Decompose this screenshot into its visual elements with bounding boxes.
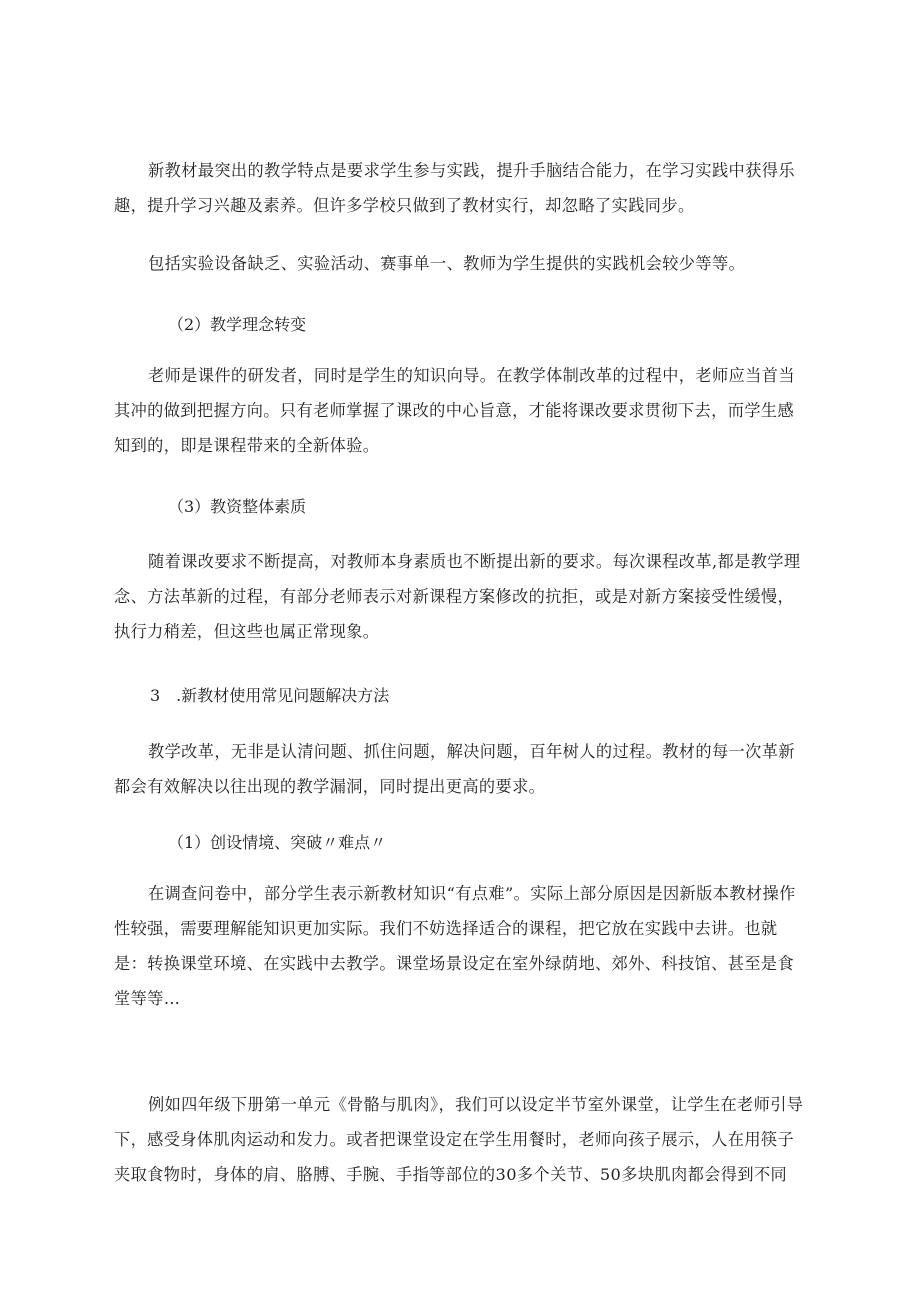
paragraph-shortages: 包括实验设备缺乏、实验活动、赛事单一、教师为学生提供的实践机会较少等等。 [148,254,746,273]
heading-teacher-quality: （3）教资整体素质 [168,497,307,516]
paragraph-reform-process: 教学改革，无非是认清问题、抓住问题，解决问题，百年树人的过程。教材的每一次革新都会有效解决以往出现的教学漏洞，同时提出更高的要求。 [114,742,795,796]
heading-teaching-concept: （2）教学理念转变 [168,315,307,334]
paragraph-reform-requirements: 随着课改要求不断提高，对教师本身素质也不断提出新的要求。每次课程改革,都是教学理念、方法革新的过程，有部分老师表示对新课程方案修改的抗拒，或是对新方案接受性缓慢，执行力稍差，但这些也属正常现象。 [114,552,801,641]
paragraph-example: 例如四年级下册第一单元《骨骼与肌肉》，我们可以设定半节室外课堂，让学生在老师引导下，感受身体肌肉运动和发力。或者把课堂设定在学生用餐时，老师向孩子展示，人在用筷子夹取食物时，身体的肩、胳膊、手腕、手指等部位的30多个关节、50多块肌肉都会得到不同 [114,1095,804,1184]
heading-solutions: 3 .新教材使用常见问题解决方法 [150,686,390,705]
paragraph-teacher-role: 老师是课件的研发者，同时是学生的知识向导。在教学体制改革的过程中，老师应当首当其冲的做到把握方向。只有老师掌握了课改的中心旨意，才能将课改要求贯彻下去，而学生感知到的，即是课程带来的全新体验。 [114,366,795,455]
paragraph-survey: 在调查问卷中，部分学生表示新教材知识“有点难”。实际上部分原因是因新版本教材操作性较强，需要理解能知识更加实际。我们不妨选择适合的课程，把它放在实践中去讲。也就是：转换课堂环境、在实践中去教学。课堂场景设定在室外绿荫地、郊外、科技馆、甚至是食堂等等… [114,884,796,1008]
paragraph-practice: 新教材最突出的教学特点是要求学生参与实践，提升手脑结合能力，在学习实践中获得乐趣，提升学习兴趣及素养。但许多学校只做到了教材实行，却忽略了实践同步。 [114,161,795,215]
heading-create-situation: （1）创设情境、突破〃难点〃 [168,833,387,852]
